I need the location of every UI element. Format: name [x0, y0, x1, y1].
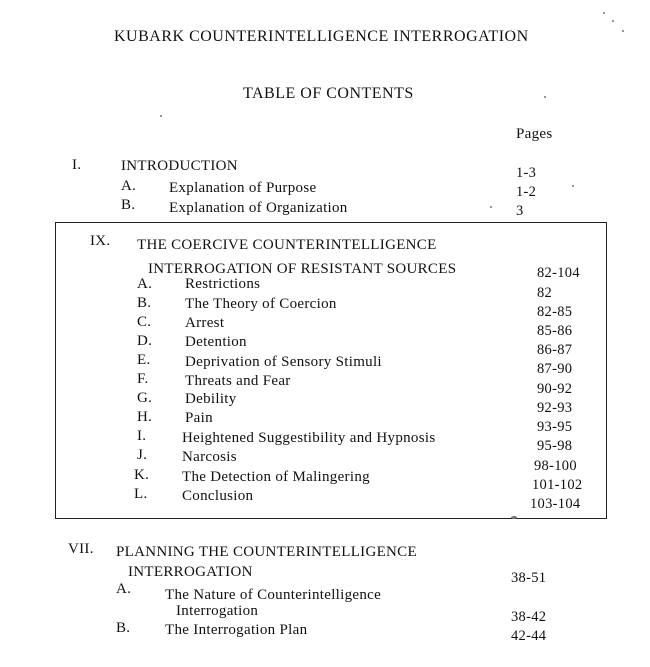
- section-ix-item-letter: L.: [134, 486, 148, 502]
- section-vii-item-title-line1: The Nature of Counterintelligence: [165, 587, 382, 603]
- section-i-numeral: I.: [72, 157, 82, 173]
- section-ix-title-line1: THE COERCIVE COUNTERINTELLIGENCE: [137, 237, 437, 253]
- section-ix-item-pages: 98-100: [534, 458, 577, 474]
- section-ix-item-letter: I.: [137, 428, 147, 444]
- scan-speck: [160, 115, 162, 117]
- section-i-item-pages: 3: [516, 203, 524, 219]
- section-ix-item-letter: F.: [137, 371, 149, 387]
- section-ix-item-pages: 103-104: [530, 496, 581, 512]
- section-vii-item-pages: 42-44: [511, 628, 547, 644]
- section-ix-item-title: The Detection of Malingering: [182, 469, 370, 485]
- section-ix-item-pages: 93-95: [537, 419, 573, 435]
- section-ix-item-title: Pain: [185, 410, 213, 426]
- section-i-pages: 1-3: [516, 165, 537, 181]
- section-ix-item-pages: 87-90: [537, 361, 573, 377]
- section-ix-item-letter: G.: [137, 390, 153, 406]
- section-i-item-title: Explanation of Organization: [169, 200, 348, 216]
- section-ix-item-letter: K.: [134, 467, 150, 483]
- section-vii-item-letter: A.: [116, 581, 132, 597]
- pages-column-label: Pages: [516, 126, 553, 142]
- scan-speck: [544, 96, 546, 98]
- section-ix-item-pages: 86-87: [537, 342, 573, 358]
- scan-speck: [622, 30, 624, 32]
- section-vii-pages: 38-51: [511, 570, 547, 586]
- section-ix-item-pages: 92-93: [537, 400, 573, 416]
- section-ix-item-pages: 95-98: [537, 438, 573, 454]
- section-ix-item-pages: 82-85: [537, 304, 573, 320]
- section-i-item-letter: B.: [121, 197, 136, 213]
- section-ix-item-title: Threats and Fear: [185, 373, 291, 389]
- section-ix-item-letter: A.: [137, 276, 153, 292]
- section-ix-item-letter: E.: [137, 352, 151, 368]
- section-ix-item-title: The Theory of Coercion: [185, 296, 337, 312]
- section-ix-pages: 82-104: [537, 265, 580, 281]
- section-i-title: INTRODUCTION: [121, 158, 238, 174]
- section-ix-item-title: Heightened Suggestibility and Hypnosis: [182, 430, 436, 446]
- section-ix-item-pages: 82: [537, 285, 553, 301]
- section-ix-item-letter: J.: [137, 447, 148, 463]
- section-ix-numeral: IX.: [90, 233, 111, 249]
- section-i-item-letter: A.: [121, 178, 137, 194]
- scan-speck: [490, 206, 492, 208]
- section-ix-item-letter: D.: [137, 333, 153, 349]
- section-ix-item-letter: C.: [137, 314, 152, 330]
- document-title: KUBARK COUNTERINTELLIGENCE INTERROGATION: [114, 28, 529, 45]
- toc-heading: TABLE OF CONTENTS: [243, 85, 414, 102]
- section-ix-item-pages: 85-86: [537, 323, 573, 339]
- section-vii-title-line1: PLANNING THE COUNTERINTELLIGENCE: [116, 544, 417, 560]
- section-ix-item-letter: B.: [137, 295, 152, 311]
- section-ix-item-title: Debility: [185, 391, 237, 407]
- section-vii-item-title-line2: Interrogation: [176, 603, 259, 619]
- scan-speck: [511, 516, 517, 519]
- section-ix-item-pages: 90-92: [537, 381, 573, 397]
- section-ix-item-title: Detention: [185, 334, 247, 350]
- scan-speck: [612, 20, 614, 22]
- section-ix-item-title: Conclusion: [182, 488, 254, 504]
- section-ix-item-title: Deprivation of Sensory Stimuli: [185, 354, 382, 370]
- section-vii-item-title: The Interrogation Plan: [165, 622, 308, 638]
- section-i-item-title: Explanation of Purpose: [169, 180, 317, 196]
- section-ix-item-title: Restrictions: [185, 276, 261, 292]
- section-vii-item-pages: 38-42: [511, 609, 547, 625]
- section-ix-item-title: Narcosis: [182, 449, 237, 465]
- section-ix-item-title: Arrest: [185, 315, 225, 331]
- section-i-item-pages: 1-2: [516, 184, 537, 200]
- section-ix-item-pages: 101-102: [532, 477, 583, 493]
- section-vii-numeral: VII.: [68, 541, 94, 557]
- scan-speck: [603, 12, 605, 14]
- section-ix-item-letter: H.: [137, 409, 153, 425]
- section-ix-title-line2: INTERROGATION OF RESISTANT SOURCES: [148, 261, 457, 277]
- scan-speck: [572, 185, 574, 187]
- section-vii-title-line2: INTERROGATION: [128, 564, 253, 580]
- section-vii-item-letter: B.: [116, 620, 131, 636]
